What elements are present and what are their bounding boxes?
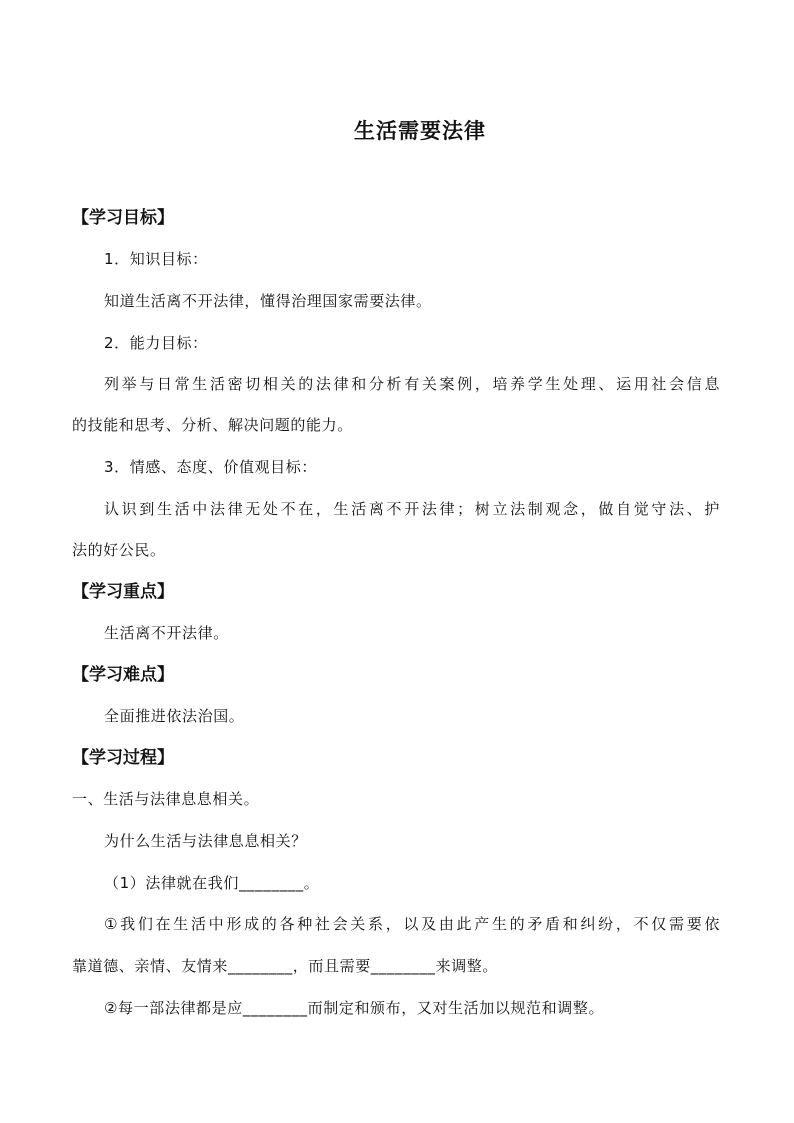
part1-question: 为什么生活与法律息息相关？	[104, 832, 307, 850]
section-heading-difficult: 【学习难点】	[72, 665, 174, 685]
section-heading-key: 【学习重点】	[72, 582, 174, 602]
knowledge-goal-text: 知道生活离不开法律，懂得治理国家需要法律。	[104, 292, 432, 310]
emotion-goal-label: 3．情感、态度、价值观目标：	[104, 458, 317, 476]
part1-title: 一、生活与法律息息相关。	[72, 790, 260, 808]
emotion-goal-text-line1: 认识到生活中法律无处不在，生活离不开法律；树立法制观念，做自觉守法、护	[104, 500, 720, 518]
point2: ②每一部法律都是应________而制定和颁布，又对生活加以规范和调整。	[104, 999, 605, 1017]
key-point-text: 生活离不开法律。	[104, 624, 229, 642]
difficult-point-text: 全面推进依法治国。	[104, 707, 245, 725]
document-title: 生活需要法律	[354, 119, 486, 143]
ability-goal-label: 2．能力目标：	[104, 334, 208, 352]
point1-line2: 靠道德、亲情、友情来________，而且需要________来调整。	[72, 957, 499, 975]
ability-goal-text-line2: 的技能和思考、分析、解决问题的能力。	[72, 416, 353, 434]
ability-goal-text-line1: 列举与日常生活密切相关的法律和分析有关案例，培养学生处理、运用社会信息	[104, 375, 720, 393]
section-heading-goals: 【学习目标】	[72, 208, 174, 228]
emotion-goal-text-line2: 法的好公民。	[72, 541, 166, 559]
section-heading-process: 【学习过程】	[72, 748, 174, 768]
fill-item-1: （1）法律就在我们________。	[104, 874, 320, 892]
knowledge-goal-label: 1．知识目标：	[104, 250, 208, 268]
point1-line1: ①我们在生活中形成的各种社会关系，以及由此产生的矛盾和纠纷，不仅需要依	[104, 915, 720, 933]
